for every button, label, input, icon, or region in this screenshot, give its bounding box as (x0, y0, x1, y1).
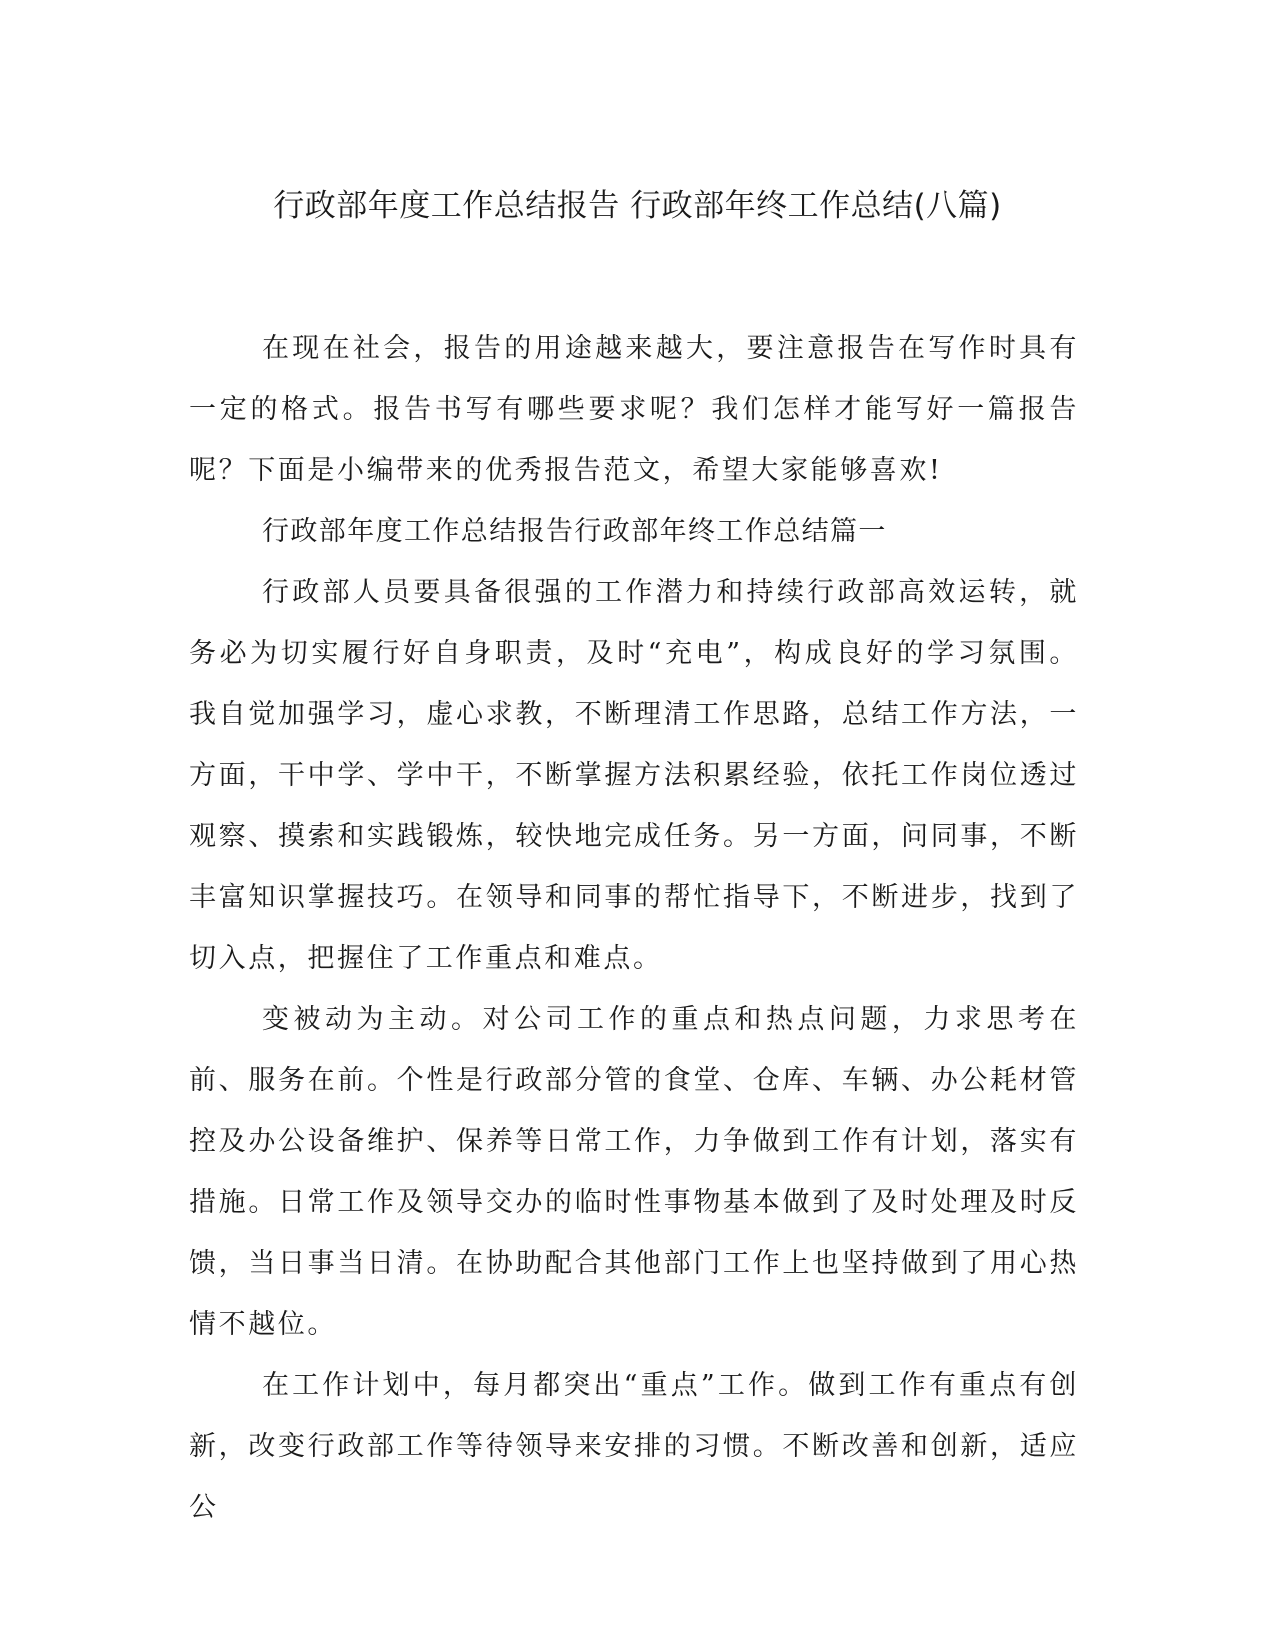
document-body (189, 318, 1079, 1538)
document-title: 行政部年度工作总结报告 行政部年终工作总结(八篇) (273, 188, 1002, 224)
section-heading: 行政部年度工作总结报告行政部年终工作总结篇一 (262, 516, 887, 547)
body-paragraph-1: 行政部人员要具备很强的工作潜力和持续行政部高效运转，就务必为切实履行好自身职责，及时“充电”，构成良好的学习氛围。我自觉加强学习，虚心求教，不断理清工作思路，总结工作方法，一方面，干中学、学中干，不断掌握方法积累经验，依托工作岗位透过观察、摸索和实践锻炼，较快地完成任务。另一方面，问同事，不断丰富知识掌握技巧。在领导和同事的帮忙指导下，不断进步，找到了切入点，把握住了工作重点和难点。 (189, 577, 1079, 974)
body-paragraph-2: 变被动为主动。对公司工作的重点和热点问题，力求思考在前、服务在前。个性是行政部分管的食堂、仓库、车辆、办公耗材管控及办公设备维护、保养等日常工作，力争做到工作有计划，落实有措施。日常工作及领导交办的临时性事物基本做到了及时处理及时反馈，当日事当日清。在协助配合其他部门工作上也坚持做到了用心热情不越位。 (189, 1004, 1079, 1340)
body-paragraph-3: 在工作计划中，每月都突出“重点”工作。做到工作有重点有创新，改变行政部工作等待领导来安排的习惯。不断改善和创新，适应公 (189, 1370, 1079, 1523)
intro-paragraph: 在现在社会，报告的用途越来越大，要注意报告在写作时具有一定的格式。报告书写有哪些要求呢？我们怎样才能写好一篇报告呢？下面是小编带来的优秀报告范文，希望大家能够喜欢! (189, 333, 1079, 486)
